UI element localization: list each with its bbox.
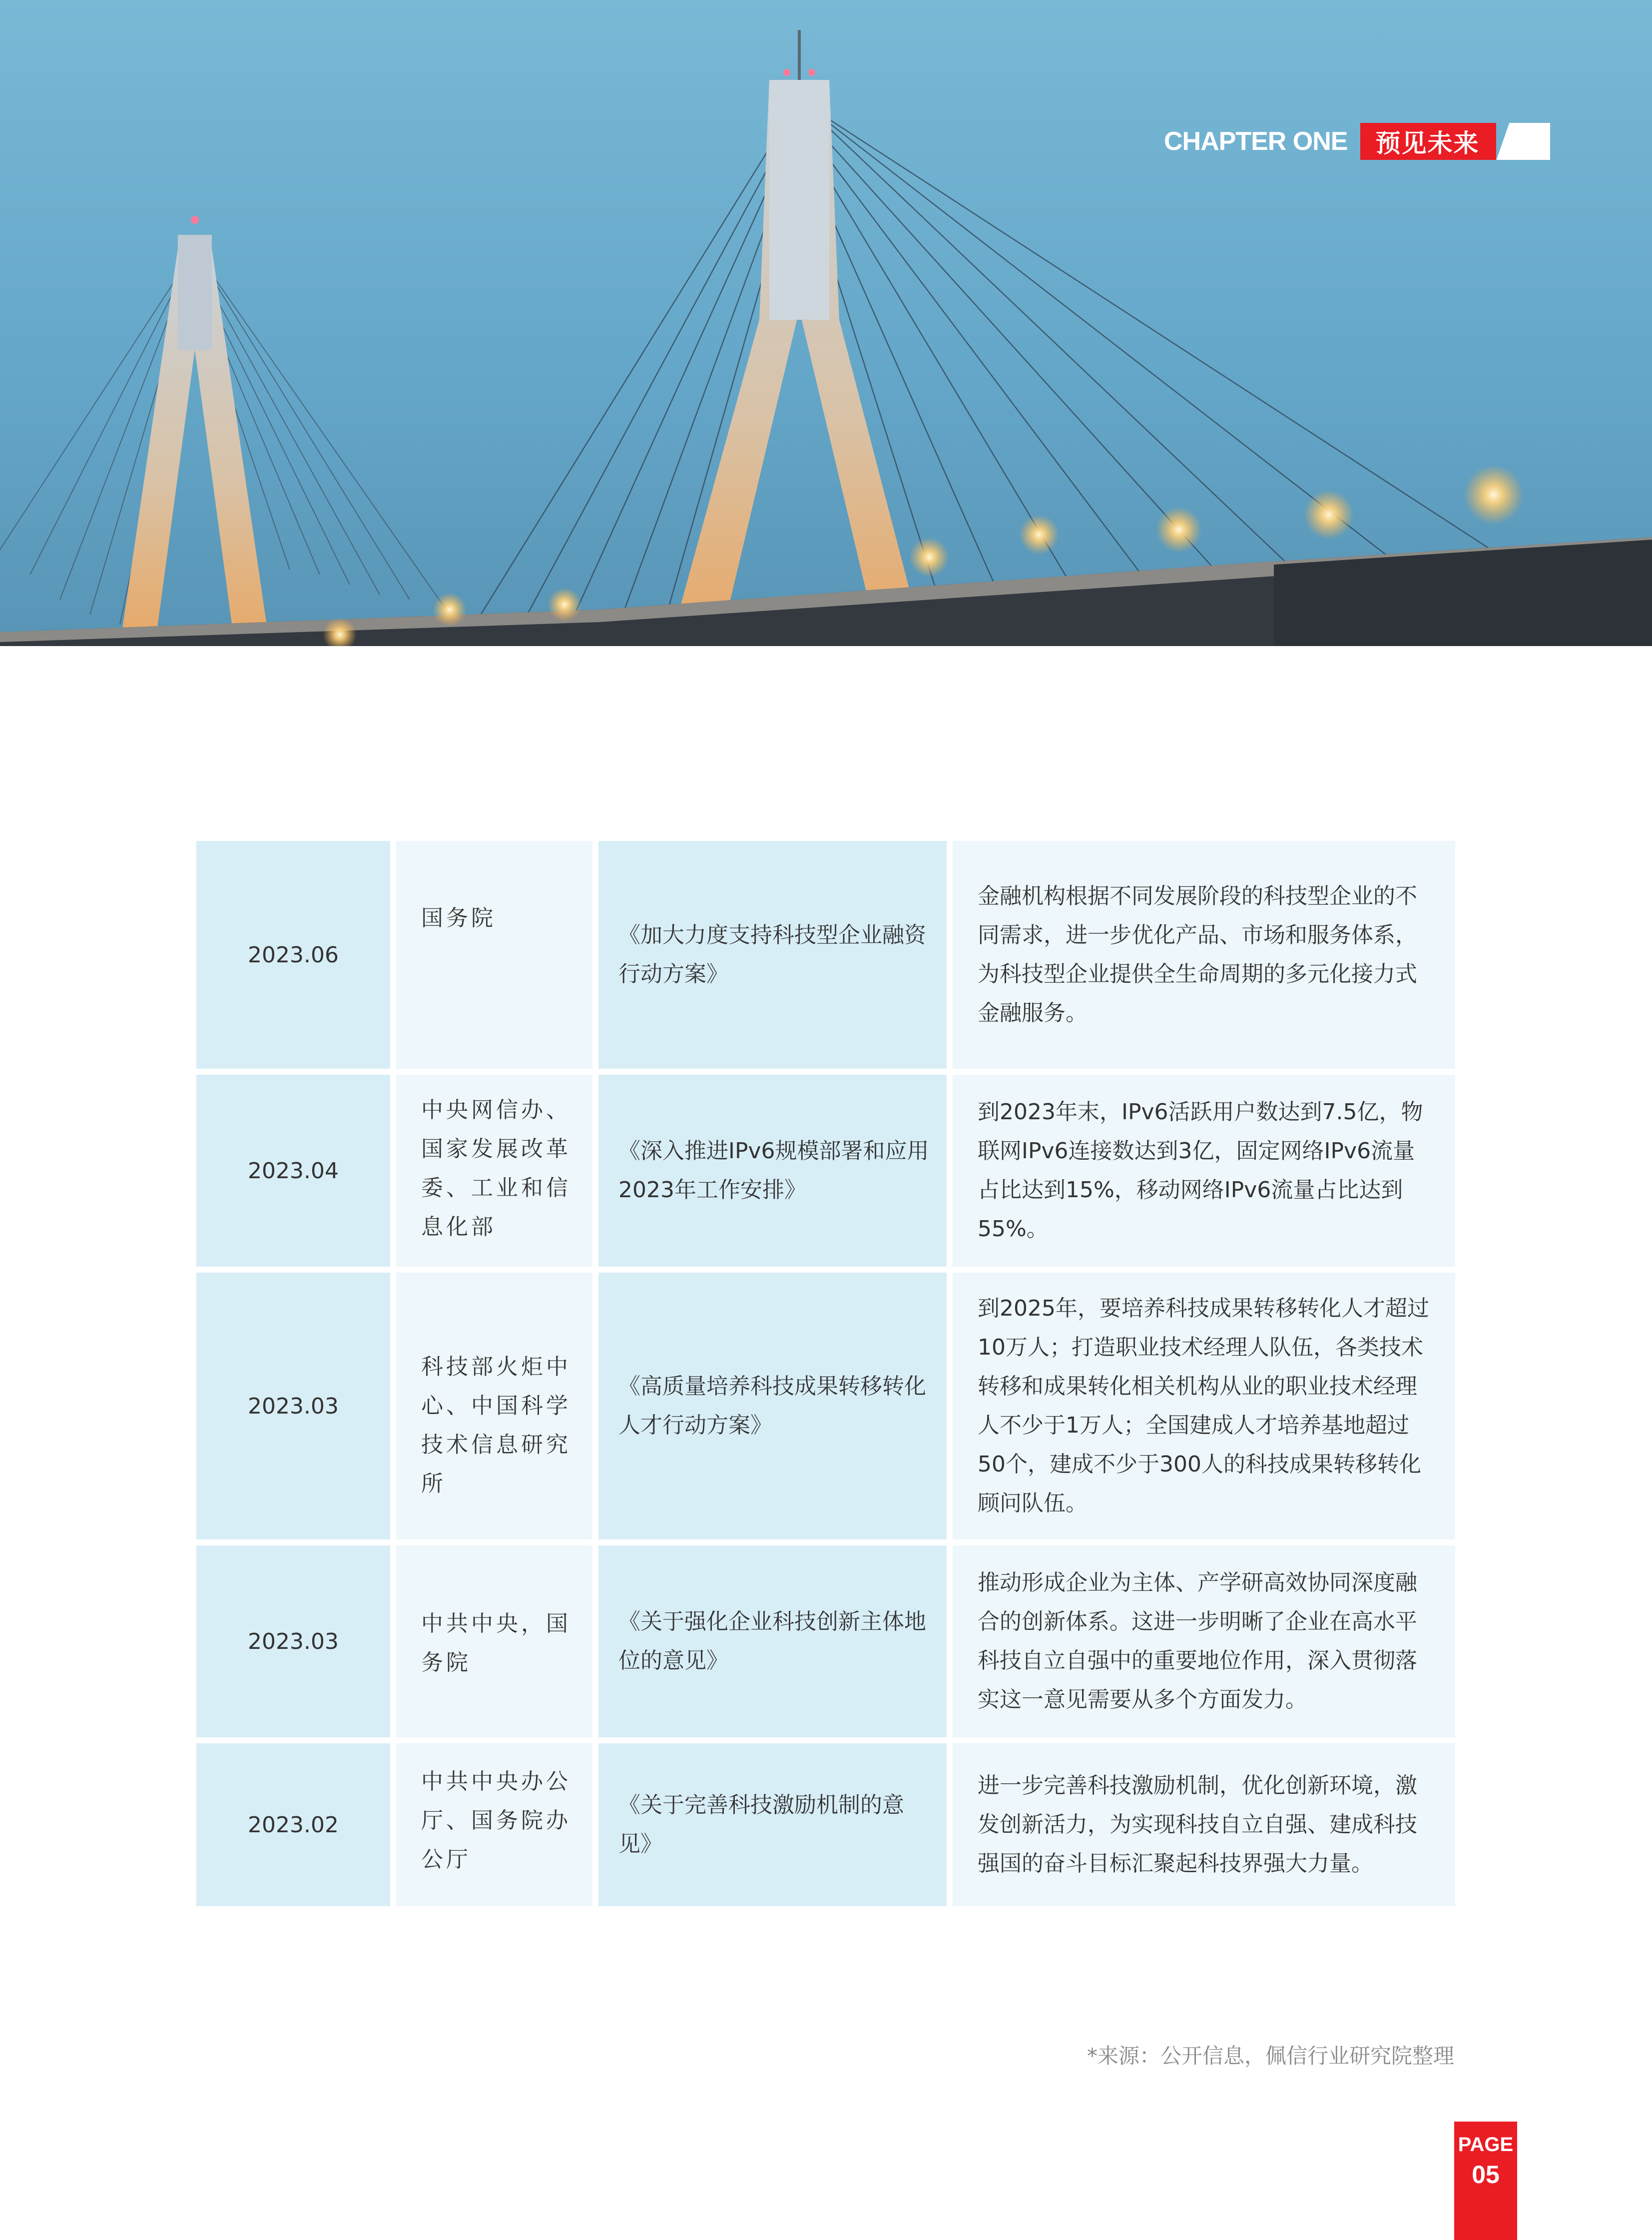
chapter-header: [1164, 123, 1550, 160]
page-number-tag: [1454, 2122, 1517, 2240]
bridge-photo: [0, 0, 1652, 646]
table-row: [196, 1075, 1455, 1267]
org-cell: 中央网信办、国家发展改革委、工业和信息化部: [396, 1075, 592, 1267]
page-label: PAGE: [1458, 2134, 1514, 2156]
hero-banner: [0, 0, 1652, 646]
date-cell: 2023.02: [196, 1743, 390, 1906]
date-cell: 2023.04: [196, 1075, 390, 1267]
chapter-label: CHAPTER ONE: [1164, 127, 1348, 156]
table-row: [196, 1273, 1455, 1539]
chapter-title: 预见未来: [1375, 129, 1480, 158]
check-icon: [1496, 123, 1550, 160]
table-row: [196, 1743, 1455, 1906]
description-cell: 推动形成企业为主体、产学研高效协同深度融合的创新体系。这进一步明晰了企业在高水平科技自立自强中的重要地位作用，深入贯彻落实这一意见需要从多个方面发力。: [953, 1545, 1455, 1737]
policy-table: [196, 841, 1455, 1912]
description-cell: 到2025年，要培养科技成果转移转化人才超过10万人；打造职业技术经理人队伍，各类技术转移和成果转化相关机构从业的职业技术经理人不少于1万人；全国建成人才培养基地超过50个，建成不少于300人的科技成果转移转化顾问队伍。: [953, 1273, 1455, 1539]
document-cell: 《关于强化企业科技创新主体地位的意见》: [598, 1545, 947, 1737]
date-cell: 2023.03: [196, 1273, 390, 1539]
org-cell: 中共中央，国务院: [396, 1545, 592, 1737]
description-cell: 到2023年末，IPv6活跃用户数达到7.5亿，物联网IPv6连接数达到3亿，固定网络IPv6流量占比达到15%，移动网络IPv6流量占比达到55%。: [953, 1075, 1455, 1267]
document-cell: 《关于完善科技激励机制的意见》: [598, 1743, 947, 1906]
document-cell: 《深入推进IPv6规模部署和应用2023年工作安排》: [598, 1075, 947, 1267]
date-cell: 2023.03: [196, 1545, 390, 1737]
document-cell: 《高质量培养科技成果转移转化人才行动方案》: [598, 1273, 947, 1539]
document-cell: 《加大力度支持科技型企业融资行动方案》: [598, 841, 947, 1069]
chapter-title-box: [1360, 123, 1496, 160]
table-row: [196, 841, 1455, 1069]
page-number: 05: [1472, 2161, 1500, 2189]
org-cell: 国务院: [396, 841, 592, 1069]
date-cell: 2023.06: [196, 841, 390, 1069]
source-note: *来源：公开信息，佩信行业研究院整理: [1087, 2044, 1454, 2068]
table-row: [196, 1545, 1455, 1737]
description-cell: 进一步完善科技激励机制，优化创新环境，激发创新活力，为实现科技自立自强、建成科技强国的奋斗目标汇聚起科技界强大力量。: [953, 1743, 1455, 1906]
org-cell: 科技部火炬中心、中国科学技术信息研究所: [396, 1273, 592, 1539]
description-cell: 金融机构根据不同发展阶段的科技型企业的不同需求，进一步优化产品、市场和服务体系，为科技型企业提供全生命周期的多元化接力式金融服务。: [953, 841, 1455, 1069]
org-cell: 中共中央办公厅、国务院办公厅: [396, 1743, 592, 1906]
